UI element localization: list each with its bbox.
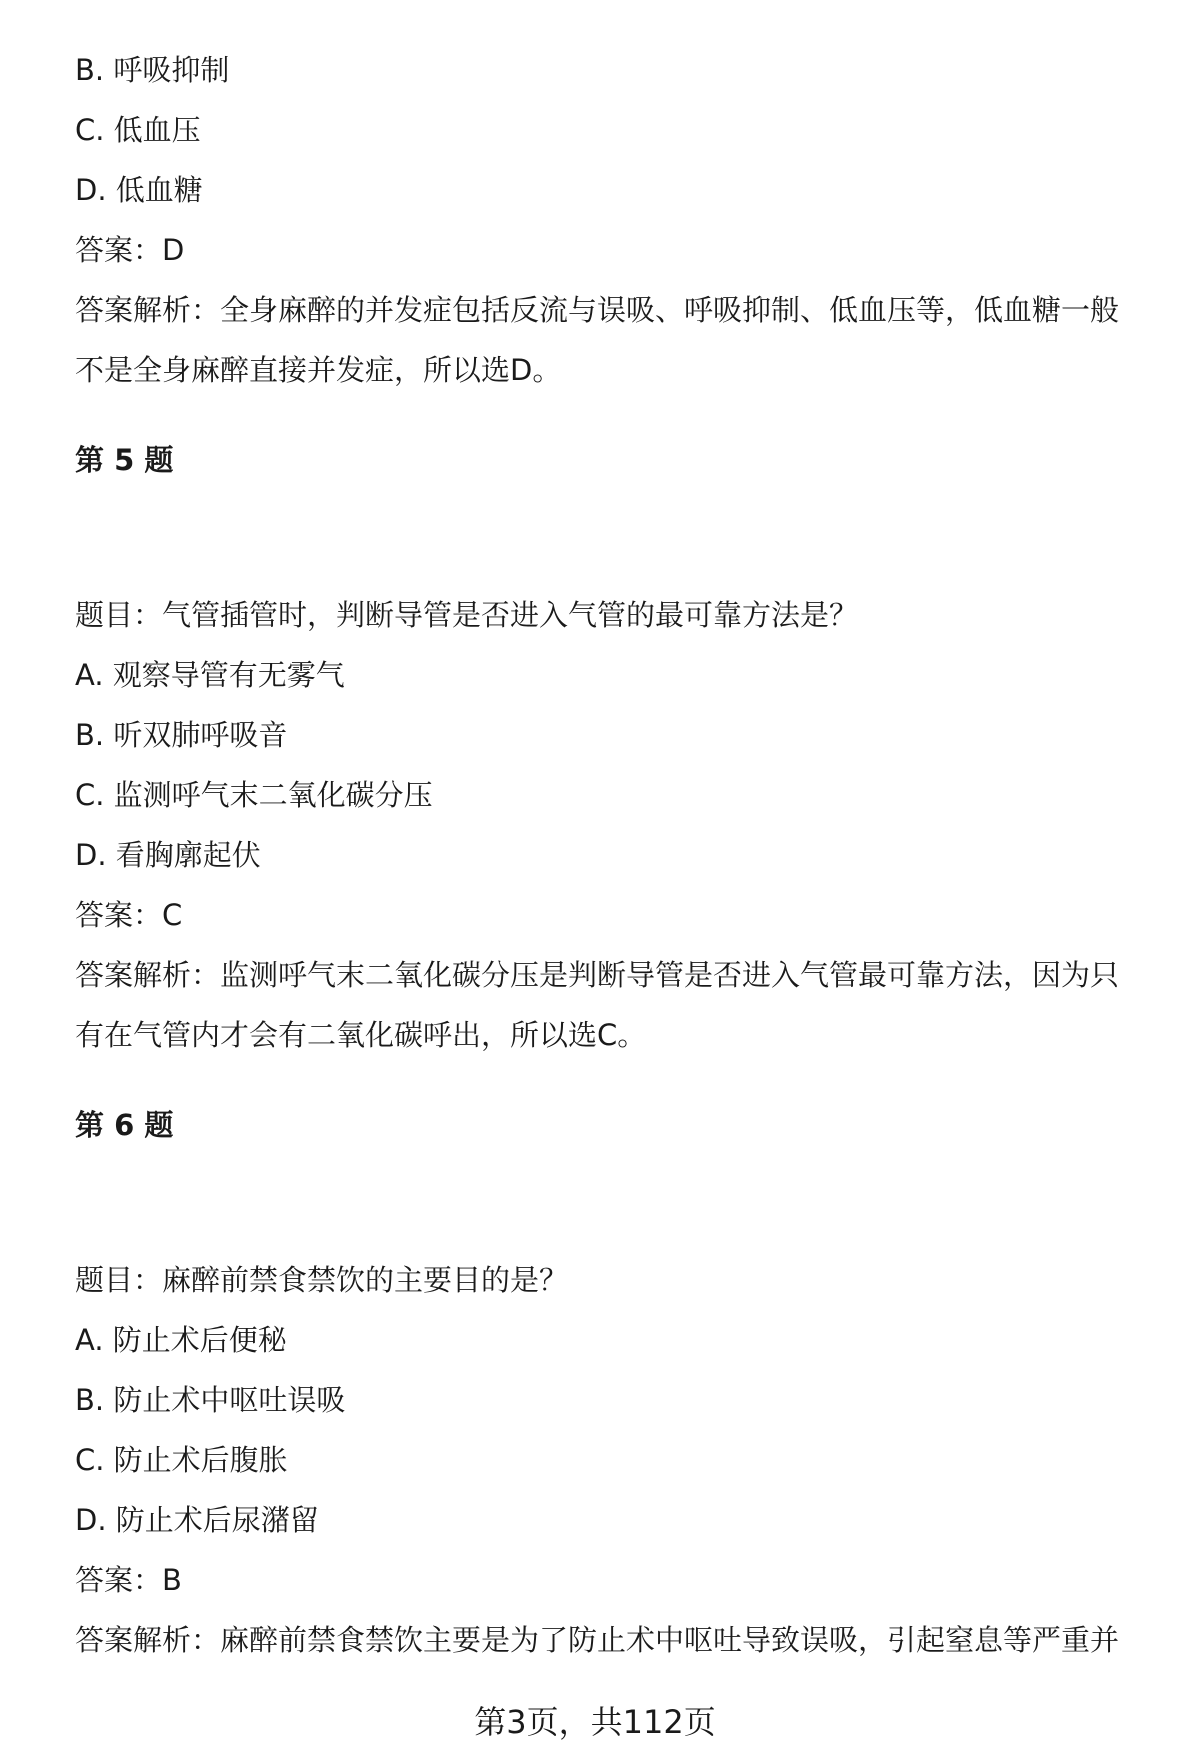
q5-option-a: A. 观察导管有无雾气 — [75, 658, 345, 692]
q4-option-b: B. 呼吸抑制 — [75, 53, 230, 87]
q6-option-b: B. 防止术中呕吐误吸 — [75, 1383, 346, 1417]
q4-analysis-line-1: 答案解析：全身麻醉的并发症包括反流与误吸、呼吸抑制、低血压等，低血糖一般 — [75, 293, 1120, 327]
q4-analysis-line-2: 不是全身麻醉直接并发症，所以选D。 — [75, 353, 562, 387]
q4-answer: 答案：D — [75, 233, 185, 267]
q5-option-c: C. 监测呼气末二氧化碳分压 — [75, 778, 433, 812]
q5-analysis-line-1: 答案解析：监测呼气末二氧化碳分压是判断导管是否进入气管最可靠方法，因为只 — [75, 958, 1120, 992]
q6-answer: 答案：B — [75, 1563, 182, 1597]
q5-heading: 第 5 题 — [75, 443, 174, 477]
q4-option-c: C. 低血压 — [75, 113, 201, 147]
q5-analysis-line-2: 有在气管内才会有二氧化碳呼出，所以选C。 — [75, 1018, 647, 1052]
q6-option-d: D. 防止术后尿潴留 — [75, 1503, 319, 1537]
q5-option-d: D. 看胸廓起伏 — [75, 838, 261, 872]
q5-option-b: B. 听双肺呼吸音 — [75, 718, 288, 752]
q6-question: 题目：麻醉前禁食禁饮的主要目的是？ — [75, 1263, 569, 1297]
q6-heading: 第 6 题 — [75, 1108, 174, 1142]
q5-answer: 答案：C — [75, 898, 183, 932]
q6-option-a: A. 防止术后便秘 — [75, 1323, 287, 1357]
q6-analysis-line-1: 答案解析：麻醉前禁食禁饮主要是为了防止术中呕吐导致误吸，引起窒息等严重并 — [75, 1623, 1120, 1657]
q6-option-c: C. 防止术后腹胀 — [75, 1443, 288, 1477]
q4-option-d: D. 低血糖 — [75, 173, 203, 207]
page-number: 第3页，共112页 — [474, 1703, 716, 1741]
q5-question: 题目：气管插管时，判断导管是否进入气管的最可靠方法是？ — [75, 598, 859, 632]
